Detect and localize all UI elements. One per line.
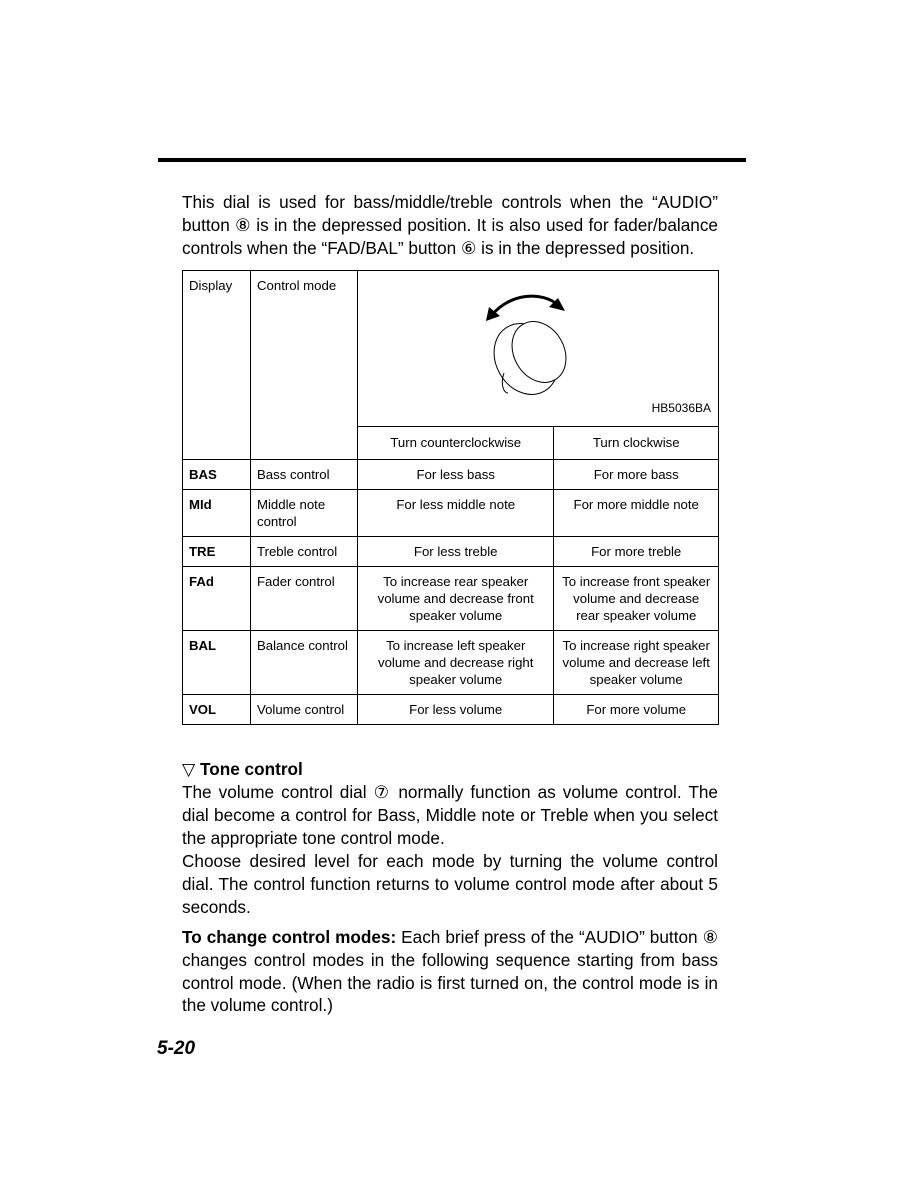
dial-figure xyxy=(358,271,719,427)
figure-code: HB5036BA xyxy=(651,401,711,415)
turn-cw-effect: To increase front speaker volume and decrease rear speaker volume xyxy=(554,567,719,631)
turn-ccw-effect: For less bass xyxy=(358,460,554,490)
control-mode: Fader control xyxy=(251,567,358,631)
table-row xyxy=(183,631,719,695)
control-mode-table xyxy=(182,270,719,725)
turn-cw-effect: For more treble xyxy=(554,537,719,567)
display-code: MId xyxy=(183,490,251,537)
change-modes-paragraph xyxy=(182,926,718,1017)
top-rule xyxy=(158,158,746,162)
table-row xyxy=(183,537,719,567)
table-row xyxy=(183,567,719,631)
turn-cw-effect: For more bass xyxy=(554,460,719,490)
control-mode: Balance control xyxy=(251,631,358,695)
tone-control-heading: ▽ Tone control xyxy=(182,759,303,779)
rotation-dial-illustration xyxy=(486,289,576,397)
header-control-mode: Control mode xyxy=(251,271,358,460)
display-code: BAL xyxy=(183,631,251,695)
turn-ccw-effect: For less treble xyxy=(358,537,554,567)
header-turn-cw: Turn clockwise xyxy=(554,427,719,460)
change-modes-label: To change control modes: xyxy=(182,927,397,947)
display-code: TRE xyxy=(183,537,251,567)
change-modes-text: Each brief press of the “AUDIO” button ⑧ changes control modes in the following sequence starting from bass control mode. (When the radio is first turned on, the control mode is in the volume control.) xyxy=(182,927,718,1016)
page-number: 5-20 xyxy=(157,1038,196,1059)
control-mode: Middle note control xyxy=(251,490,358,537)
turn-ccw-effect: For less volume xyxy=(358,695,554,725)
header-turn-ccw: Turn counterclockwise xyxy=(358,427,554,460)
display-code: VOL xyxy=(183,695,251,725)
header-display: Display xyxy=(183,271,251,460)
table-row xyxy=(183,490,719,537)
intro-paragraph: This dial is used for bass/middle/treble controls when the “AUDIO” button ⑧ is in the depressed position. It is also used for fader/balance controls when the “FAD/BAL” button ⑥ is in the depressed position. xyxy=(182,192,718,258)
tone-control-paragraph-2: Choose desired level for each mode by turning the volume control dial. The control function returns to volume control mode after about 5 seconds. xyxy=(182,851,718,917)
control-mode: Volume control xyxy=(251,695,358,725)
control-mode: Treble control xyxy=(251,537,358,567)
table-row xyxy=(183,695,719,725)
tone-control-paragraph-1: The volume control dial ⑦ normally function as volume control. The dial become a control for Bass, Middle note or Treble when you select the appropriate tone control mode. xyxy=(182,782,718,848)
turn-cw-effect: To increase right speaker volume and decrease left speaker volume xyxy=(554,631,719,695)
turn-cw-effect: For more middle note xyxy=(554,490,719,537)
control-mode: Bass control xyxy=(251,460,358,490)
display-code: BAS xyxy=(183,460,251,490)
table-header-row xyxy=(183,271,719,427)
turn-ccw-effect: To increase rear speaker volume and decrease front speaker volume xyxy=(358,567,554,631)
turn-ccw-effect: For less middle note xyxy=(358,490,554,537)
table-row xyxy=(183,460,719,490)
turn-ccw-effect: To increase left speaker volume and decrease right speaker volume xyxy=(358,631,554,695)
display-code: FAd xyxy=(183,567,251,631)
turn-cw-effect: For more volume xyxy=(554,695,719,725)
